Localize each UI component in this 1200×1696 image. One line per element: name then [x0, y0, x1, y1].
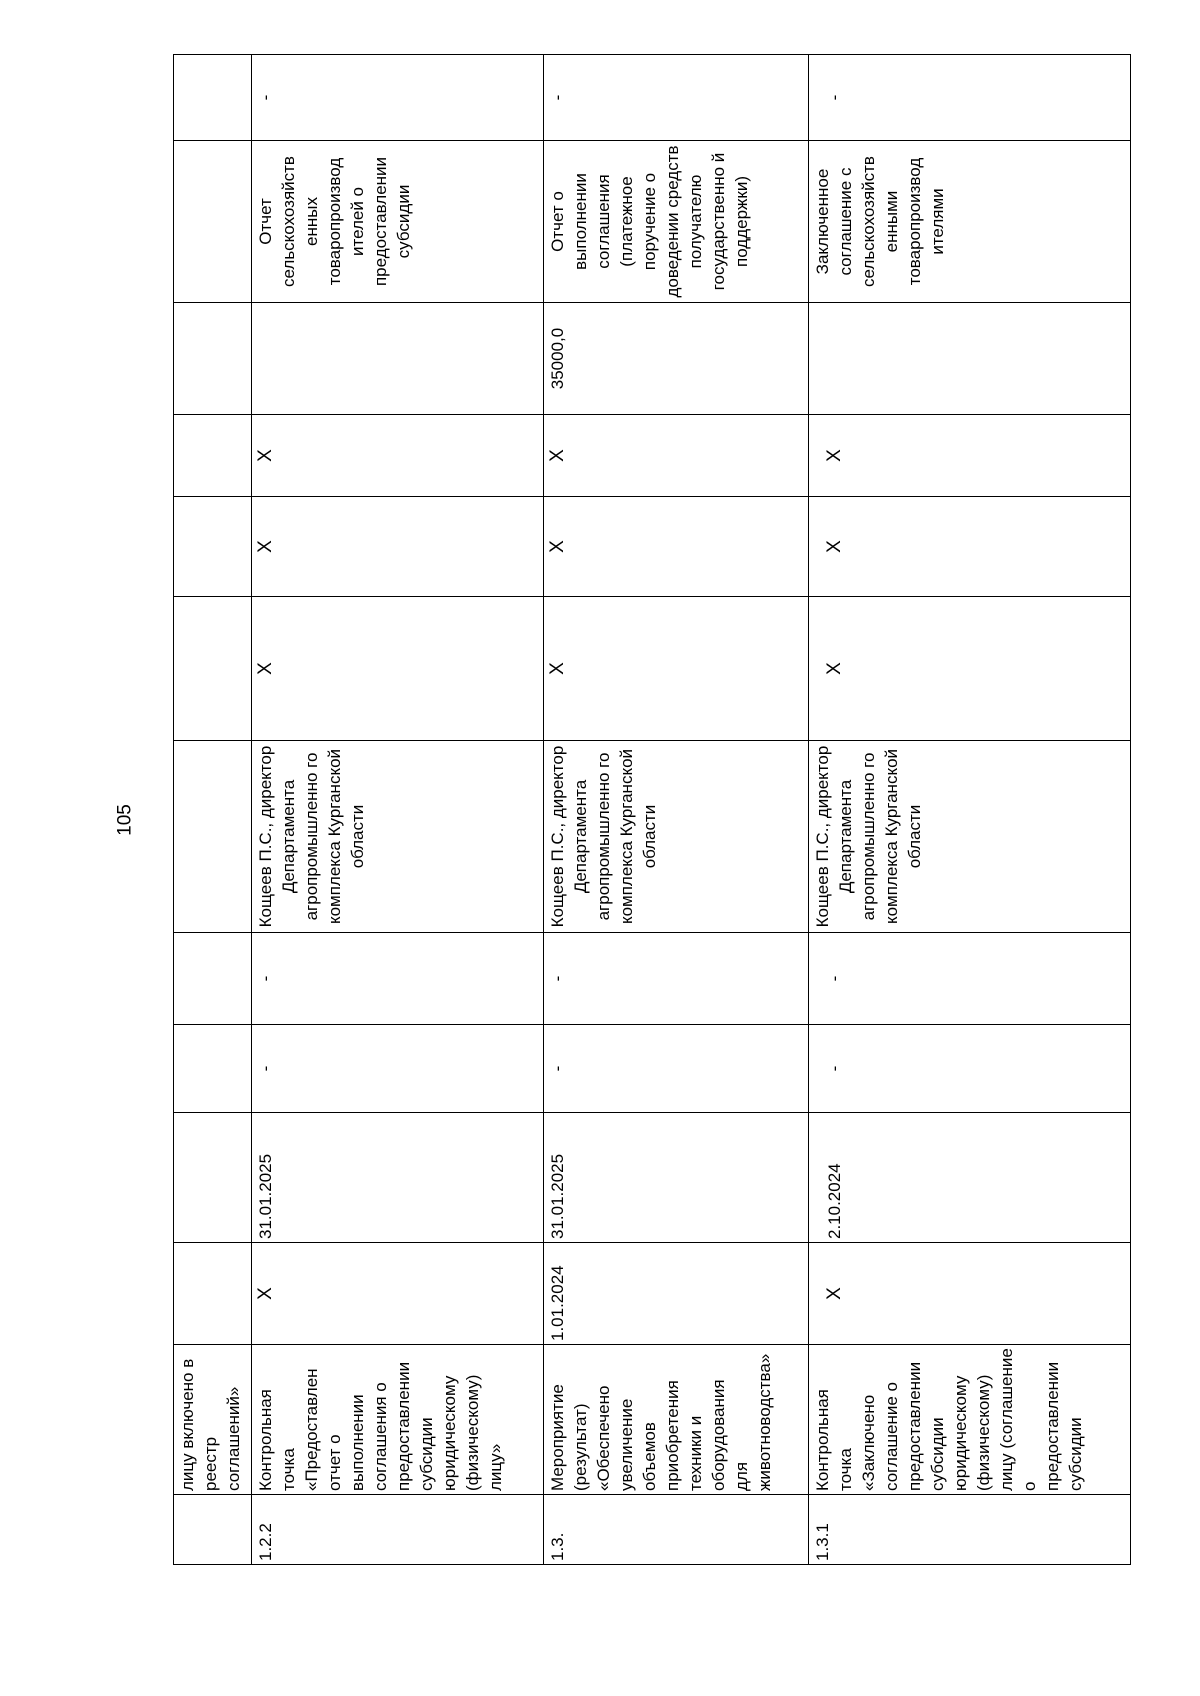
- cell-num: 1.3.: [544, 1495, 809, 1565]
- cell-c5: -: [252, 1025, 544, 1113]
- cell-last: -: [252, 55, 544, 141]
- cell-c5: -: [809, 1025, 1131, 1113]
- cell-doc: [174, 141, 252, 303]
- cell-c5: [174, 1025, 252, 1113]
- cell-num: [174, 1495, 252, 1565]
- cell-amount: [809, 303, 1131, 415]
- cell-name: Контрольная точка «Предоставлен отчет о выполнении соглашения о предоставлении субсидии юридическому (физическому) лицу»: [252, 1345, 544, 1495]
- cell-end: 31.01.2025: [252, 1113, 544, 1243]
- table-row: [544, 55, 809, 1565]
- cell-end: [174, 1113, 252, 1243]
- table-row: [252, 55, 544, 1565]
- cell-c9: X: [252, 497, 544, 597]
- cell-amount: [252, 303, 544, 415]
- cell-start: 1.01.2024: [544, 1243, 809, 1345]
- cell-c9: X: [544, 497, 809, 597]
- page-number: [110, 790, 140, 850]
- cell-c6: -: [544, 933, 809, 1025]
- cell-start: X: [809, 1243, 1131, 1345]
- cell-name: Мероприятие (результат) «Обеспечено увеличение объемов приобретения техники и оборудования для животноводства»: [544, 1345, 809, 1495]
- cell-amount: [174, 303, 252, 415]
- cell-end: 31.01.2025: [544, 1113, 809, 1243]
- cell-responsible: Кощеев П.С., директор Департамента агропромышленно го комплекса Курганской области: [809, 741, 1131, 933]
- page-number-text: 105: [114, 804, 136, 836]
- cell-c9: [174, 497, 252, 597]
- cell-c10: X: [544, 415, 809, 497]
- cell-num: 1.2.2: [252, 1495, 544, 1565]
- cell-c8: X: [252, 597, 544, 741]
- cell-amount: 35000,0: [544, 303, 809, 415]
- cell-responsible: [174, 741, 252, 933]
- cell-doc: Заключенное соглашение с сельскохозяйств енными товаропроизвод ителями: [809, 141, 1131, 303]
- cell-doc: Отчет сельскохозяйств енных товаропроизвод ителей о предоставлении субсидии: [252, 141, 544, 303]
- cell-last: [174, 55, 252, 141]
- cell-c6: [174, 933, 252, 1025]
- cell-num: 1.3.1: [809, 1495, 1131, 1565]
- cell-responsible: Кощеев П.С., директор Департамента агропромышленно го комплекса Курганской области: [252, 741, 544, 933]
- cell-last: -: [544, 55, 809, 141]
- table-row: [809, 55, 1131, 1565]
- cell-c5: -: [544, 1025, 809, 1113]
- cell-c8: [174, 597, 252, 741]
- rotated-table-wrapper: [173, 55, 1130, 1565]
- cell-c8: X: [809, 597, 1131, 741]
- cell-responsible: Кощеев П.С., директор Департамента агропромышленно го комплекса Курганской области: [544, 741, 809, 933]
- cell-last: -: [809, 55, 1131, 141]
- cell-name: лицу включено в реестр соглашений»: [174, 1345, 252, 1495]
- cell-c10: [174, 415, 252, 497]
- cell-c8: X: [544, 597, 809, 741]
- cell-end: 2.10.2024: [809, 1113, 1131, 1243]
- plan-table: [173, 54, 1131, 1565]
- cell-start: [174, 1243, 252, 1345]
- cell-c10: X: [252, 415, 544, 497]
- cell-c6: -: [252, 933, 544, 1025]
- table-row-continuation: [174, 55, 252, 1565]
- cell-name: Контрольная точка «Заключено соглашение о предоставлении субсидии юридическому (физическому) лицу (соглашение о предоставлении субсидии: [809, 1345, 1131, 1495]
- cell-start: X: [252, 1243, 544, 1345]
- cell-c6: -: [809, 933, 1131, 1025]
- cell-c10: X: [809, 415, 1131, 497]
- cell-c9: X: [809, 497, 1131, 597]
- cell-doc: Отчет о выполнении соглашения (платежное поручение о доведении средств получателю государственно й поддержки): [544, 141, 809, 303]
